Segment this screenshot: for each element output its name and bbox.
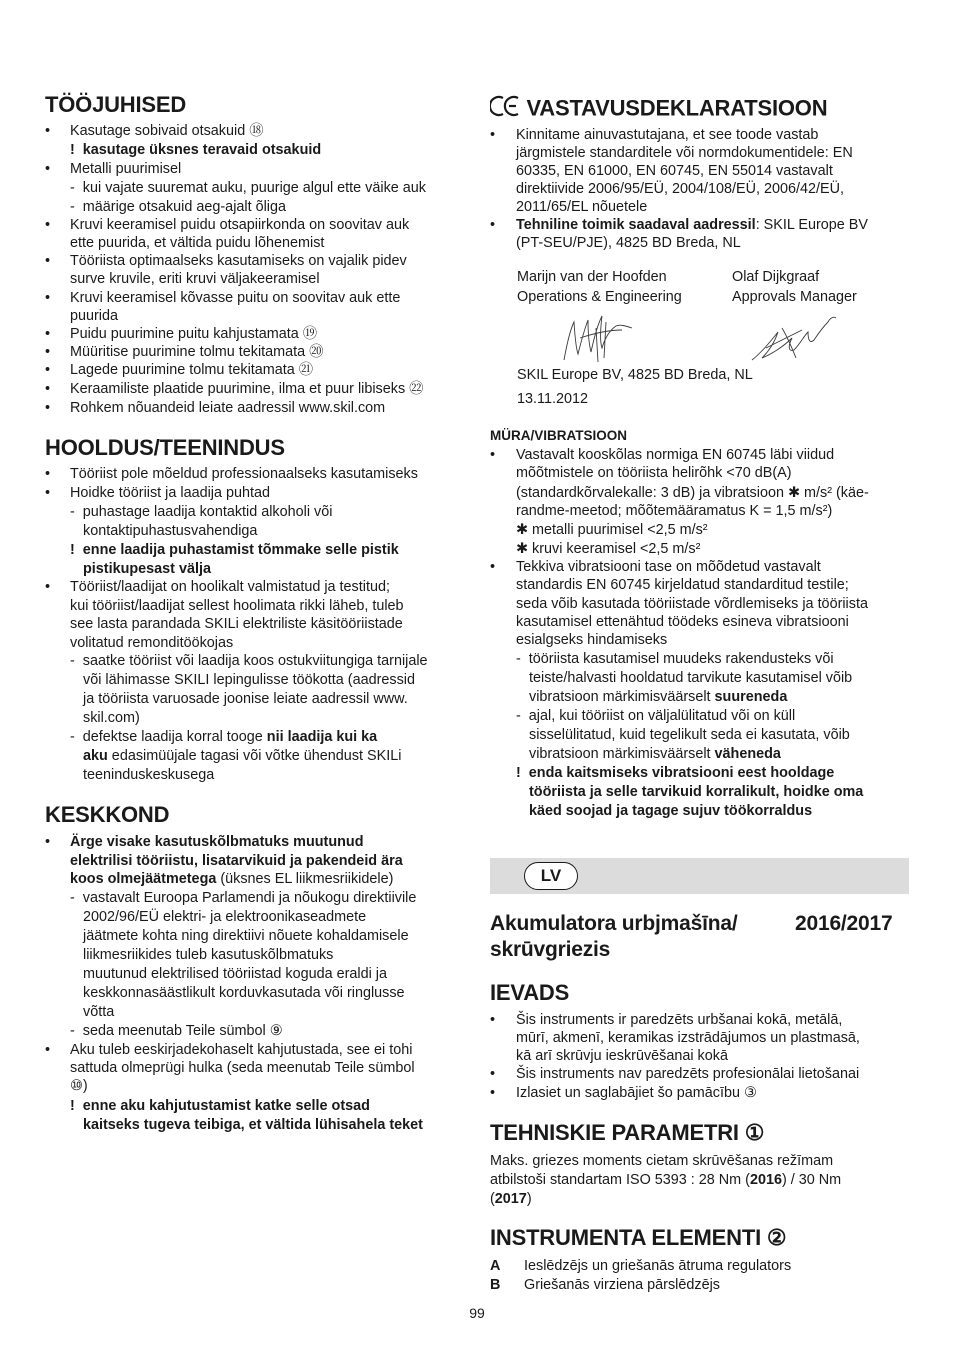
list-item: Ärge visake kasutuskõlbmatuks muutunud <box>70 834 364 850</box>
list-item: Puidu puurimine puitu kahjustamata ⑲ <box>70 326 318 342</box>
list-item-cont: puurida <box>70 308 119 324</box>
sub-item-cont: sisselülitatud, kuid tegelikult seda ei kasutata, võib <box>529 727 850 743</box>
tech-line: Maks. griezes moments cietam skrūvēšanas režīmam <box>490 1153 834 1169</box>
section-heading-keskkond: KESKKOND <box>45 802 170 827</box>
list-item: Tööriist pole mõeldud professionaalseks kasutamiseks <box>70 466 418 482</box>
tech-line <box>490 1190 532 1209</box>
sub-item: - seda meenutab Teile sümbol ⑨ <box>70 1023 283 1039</box>
sub-item-cont: 2002/96/EÜ elektri- ja elektroonikaseadmete <box>83 909 367 925</box>
sub-item-cont: teiste/halvasti hooldatud tarvikute kasutamisel võib <box>529 670 853 686</box>
list-item-cont: esialgseks hindamiseks <box>516 632 668 648</box>
bullet: • <box>45 1042 51 1058</box>
warning-item: ! enda kaitsmiseks vibratsiooni eest hooldage <box>516 765 835 781</box>
list-item: Keraamiliste plaatide puurimine, ilma et puur libiseks ㉒ <box>70 381 424 397</box>
warning-cont: pistikupesast välja <box>83 561 211 577</box>
signatory-1-title: Operations & Engineering <box>517 289 682 305</box>
language-badge: LV <box>524 862 578 890</box>
sub-item: - määrige otsakuid aeg-ajalt õliga <box>70 199 286 215</box>
plain-text: ) <box>526 1191 532 1207</box>
sub-item-cont: teeninduskeskusega <box>83 767 215 783</box>
bullet: • <box>45 161 51 177</box>
sub-item-text: saatke tööriist või laadija koos ostukviitungiga tarnijale <box>82 653 428 669</box>
list-item: Hoidke tööriist ja laadija puhtad <box>70 485 270 501</box>
section-heading-hooldus: HOOLDUS/TEENINDUS <box>45 435 285 460</box>
declaration-date: 13.11.2012 <box>517 391 588 407</box>
bold-text: väheneda <box>714 746 781 762</box>
sub-item-cont: keskkonnasäästlikult korduvkasutada või ringlusse <box>83 985 405 1001</box>
element-key: A <box>490 1258 501 1274</box>
list-item-cont <box>70 870 393 889</box>
list-item-cont: ✱ kruvi keeramisel <2,5 m/s² <box>516 541 701 557</box>
warning-cont: kaitseks tugeva teibiga, et vältida lühisahela teket <box>83 1117 423 1133</box>
plain-text: vibratsioon märkimisväärselt <box>529 689 715 705</box>
product-title-line-2: skrūvgriezis <box>490 938 611 961</box>
list-item-cont: ✱ metalli puurimisel <2,5 m/s² <box>516 522 708 538</box>
warning-text: enne aku kahjutustamist katke selle otsad <box>82 1098 370 1114</box>
sub-item: - saatke tööriist või laadija koos ostukviitungiga tarnijale <box>70 653 428 669</box>
plain-text: atbilstoši standartam ISO 5393 : 28 Nm ( <box>490 1172 750 1188</box>
bullet: • <box>45 362 51 378</box>
tech-line <box>490 1171 841 1190</box>
sub-item: - kui vajate suuremat auku, puurige algul ette väike auk <box>70 180 426 196</box>
list-item <box>516 216 868 235</box>
bold-text: 2017 <box>494 1191 527 1207</box>
list-item-cont: 2011/65/EL nõuetele <box>516 199 648 215</box>
sub-item: - puhastage laadija kontaktid alkoholi või <box>70 504 333 520</box>
list-item: Vastavalt kooskõlas normiga EN 60745 läbi viidud <box>516 447 835 463</box>
warning-item: ! kasutage üksnes teravaid otsakuid <box>70 142 322 158</box>
product-title-line-1: Akumulatora urbjmašīna/ <box>490 912 738 935</box>
sub-item-cont: liikmesriikides tuleb kasutuskõlbmatuks <box>83 947 334 963</box>
signature-2-icon <box>748 308 840 368</box>
warning-item: ! enne laadija puhastamist tõmmake selle pistik <box>70 542 399 558</box>
list-item-cont: seda võib kasutada tööriistade võrdlemiseks ja tööriista <box>516 596 868 612</box>
list-item-cont: ette puurida, et vältida puidu lõhenemist <box>70 235 325 251</box>
list-item-cont: mūrī, akmenī, keramikas izstrādājumos un plastmasā, <box>516 1030 860 1046</box>
sub-item-cont <box>529 745 781 764</box>
sub-item: - defektse laadija korral tooge nii laadija kui ka <box>70 729 378 745</box>
noise-heading: MÜRA/VIBRATSIOON <box>490 428 627 443</box>
signatory-2-name: Olaf Dijkgraaf <box>732 269 820 285</box>
list-item-cont: kasutamisel ettenähtud töödeks esineva vibratsiooni <box>516 614 849 630</box>
section-heading-tehniskie: TEHNISKIE PARAMETRI ① <box>490 1120 765 1145</box>
bullet: • <box>490 559 496 575</box>
declaration-heading <box>490 95 827 122</box>
list-item: Tekkiva vibratsiooni tase on mõõdetud vastavalt <box>516 559 821 575</box>
list-item: Metalli puurimisel <box>70 161 182 177</box>
bold-text: koos olmejäätmetega <box>70 871 217 887</box>
bullet: • <box>490 1066 496 1082</box>
ce-mark-icon <box>490 95 522 122</box>
list-item-cont: direktiivide 2006/95/EÜ, 2004/108/EÜ, 2006/42/EÜ, <box>516 181 844 197</box>
sub-item-cont: muutunud elektrilised tööriistad koguda eraldi ja <box>83 966 387 982</box>
bullet: • <box>45 485 51 501</box>
bullet: • <box>45 253 51 269</box>
sub-item: - tööriista kasutamisel muudeks rakendusteks või <box>516 651 834 667</box>
warning-text: enda kaitsmiseks vibratsiooni eest hooldage <box>528 765 835 781</box>
list-item-cont: (PT-SEU/PJE), 4825 BD Breda, NL <box>516 235 741 251</box>
bullet: • <box>490 447 496 463</box>
element-key: B <box>490 1277 501 1293</box>
sub-item: - vastavalt Euroopa Parlamendi ja nõukogu direktiivile <box>70 890 417 906</box>
sub-item: - ajal, kui tööriist on väljalülitatud või on küll <box>516 708 796 724</box>
sub-item-text: seda meenutab Teile sümbol ⑨ <box>82 1023 283 1039</box>
plain-text: vibratsioon märkimisväärselt <box>529 746 715 762</box>
sub-item-text: puhastage laadija kontaktid alkoholi või <box>82 504 333 520</box>
list-item: Šis instruments ir paredzēts urbšanai kokā, metālā, <box>516 1012 843 1028</box>
list-item: Müüritise puurimine tolmu tekitamata ⑳ <box>70 344 324 360</box>
list-item: Rohkem nõuandeid leiate aadressil www.skil.com <box>70 400 386 416</box>
signatory-2-title: Approvals Manager <box>732 289 857 305</box>
bullet: • <box>45 381 51 397</box>
list-item-cont: elektrilisi tööriistu, lisatarvikuid ja pakendeid ära <box>70 853 403 869</box>
list-item-cont: (standardkõrvalekalle: 3 dB) ja vibratsioon ✱ m/s² (käe- <box>516 485 869 501</box>
list-item-cont: kā arī skrūvju ieskrūvēšanai kokā <box>516 1048 728 1064</box>
list-item-cont: kui tööriist/laadijat sellest hoolimata rikki läheb, tuleb <box>70 598 404 614</box>
list-item: Šis instruments nav paredzēts profesionālai lietošanai <box>516 1066 860 1082</box>
list-item: Kasutage sobivaid otsakuid ⑱ <box>70 123 264 139</box>
sub-item-cont <box>83 747 401 766</box>
warning-text: enne laadija puhastamist tõmmake selle pistik <box>82 542 399 558</box>
list-item: Tööriist/laadijat on hoolikalt valmistatud ja testitud; <box>70 579 390 595</box>
list-item-cont: see lasta parandada SKILi elektriliste käsitööriistade <box>70 616 403 632</box>
bold-text: Tehniline toimik saadaval aadressil <box>516 217 756 233</box>
sub-item-cont: või lähimasse SKILI lepingulisse töökotta (aadressid <box>83 672 415 688</box>
sub-item-text: määrige otsakuid aeg-ajalt õliga <box>82 199 286 215</box>
sub-item-text: defektse laadija korral tooge <box>82 729 267 745</box>
sub-item-text: edasimüüjale tagasi või võtke ühendust SKILi <box>107 748 402 764</box>
sub-item-text: ajal, kui tööriist on väljalülitatud või on küll <box>528 708 796 724</box>
plain-text: ( <box>490 1191 495 1207</box>
bullet: • <box>45 217 51 233</box>
sub-item-cont: võtta <box>83 1004 115 1020</box>
bullet: • <box>45 834 51 850</box>
list-item-cont: standardis EN 60745 kirjeldatud standarditud testile; <box>516 577 849 593</box>
list-item-cont: randme-meetod; mõõtemääramatus K = 1,5 m/s²) <box>516 503 833 519</box>
list-item: Aku tuleb eeskirjadekohaselt kahjutustada, see ei tohi <box>70 1042 413 1058</box>
sub-item-cont: kontaktipuhastusvahendiga <box>83 523 258 539</box>
bullet: • <box>45 326 51 342</box>
bullet: • <box>45 344 51 360</box>
bullet: • <box>490 1085 496 1101</box>
sub-item-text: vastavalt Euroopa Parlamendi ja nõukogu direktiivile <box>82 890 417 906</box>
element-text: Ieslēdzējs un griešanās ātruma regulators <box>524 1258 792 1274</box>
bullet: • <box>45 400 51 416</box>
list-item: Kruvi keeramisel kõvasse puitu on soovitav auk ette <box>70 290 401 306</box>
section-heading-ievads: IEVADS <box>490 980 570 1005</box>
list-item: Kruvi keeramisel puidu otsapiirkonda on soovitav auk <box>70 217 410 233</box>
bullet: • <box>490 217 496 233</box>
sub-item-text: tööriista kasutamisel muudeks rakendusteks või <box>528 651 834 667</box>
sub-item-cont <box>529 688 787 707</box>
bullet: • <box>45 466 51 482</box>
company-address: SKIL Europe BV, 4825 BD Breda, NL <box>517 367 753 383</box>
list-item: Izlasiet un saglabājiet šo pamācību ③ <box>516 1085 757 1101</box>
signatory-1-name: Marijn van der Hoofden <box>517 269 667 285</box>
list-item-cont: ⑩) <box>70 1078 88 1094</box>
section-heading-toojuhised: TÖÖJUHISED <box>45 92 187 117</box>
list-item-cont: 60335, EN 61000, EN 60745, EN 55014 vastavalt <box>516 163 833 179</box>
section-heading-vastavus: VASTAVUSDEKLARATSIOON <box>526 95 828 121</box>
plain-text: : SKIL Europe BV <box>755 217 868 233</box>
bullet: • <box>490 127 496 143</box>
list-item-cont: sattuda olmeprügi hulka (seda meenutab Teile sümbol <box>70 1060 415 1076</box>
element-text: Griešanās virziena pārslēdzējs <box>524 1277 720 1293</box>
section-heading-elementi: INSTRUMENTA ELEMENTI ② <box>490 1225 787 1250</box>
bullet: • <box>45 579 51 595</box>
page-number: 99 <box>469 1305 485 1321</box>
list-item-cont: järgmistele standarditele või normdokumentidele: EN <box>516 145 853 161</box>
warning-cont: tööriista ja selle tarvikuid korralikult, hoidke oma <box>529 784 864 800</box>
list-item-cont: volitatud remonditöökojas <box>70 635 234 651</box>
list-item: Tööriista optimaalseks kasutamiseks on vajalik pidev <box>70 253 407 269</box>
warning-text: kasutage üksnes teravaid otsakuid <box>82 142 322 158</box>
plain-text: ) / 30 Nm <box>781 1172 842 1188</box>
bullet: • <box>45 123 51 139</box>
sub-item-cont: skil.com) <box>83 710 140 726</box>
sub-item-bold: nii laadija kui ka <box>266 729 378 745</box>
sub-item-text: kui vajate suuremat auku, puurige algul ette väike auk <box>82 180 426 196</box>
list-item-cont: surve kruvile, eriti kruvi väljakeeramisel <box>70 271 320 287</box>
sub-item-bold: aku <box>83 748 108 764</box>
bold-text: 2016 <box>749 1172 782 1188</box>
bold-text: suureneda <box>714 689 788 705</box>
warning-cont: käed soojad ja tagage sujuv töökorraldus <box>529 803 813 819</box>
product-models: 2016/2017 <box>795 912 893 935</box>
bullet: • <box>490 1012 496 1028</box>
signature-1-icon <box>558 308 638 368</box>
list-item: Lagede puurimine tolmu tekitamata ㉑ <box>70 362 314 378</box>
list-item: Kinnitame ainuvastutajana, et see toode vastab <box>516 127 819 143</box>
sub-item-cont: ja tööriista varuosade joonise leiate aadressil www. <box>83 691 408 707</box>
sub-item-cont: jäätmete kohta ning direktiivi nõuete kohaldamisele <box>83 928 409 944</box>
plain-text: (üksnes EL liikmesriikidele) <box>216 871 394 887</box>
bullet: • <box>45 290 51 306</box>
warning-item: ! enne aku kahjutustamist katke selle otsad <box>70 1098 370 1114</box>
list-item-cont: mõõtmistele on tööriista helirõhk <70 dB(A) <box>516 465 792 481</box>
